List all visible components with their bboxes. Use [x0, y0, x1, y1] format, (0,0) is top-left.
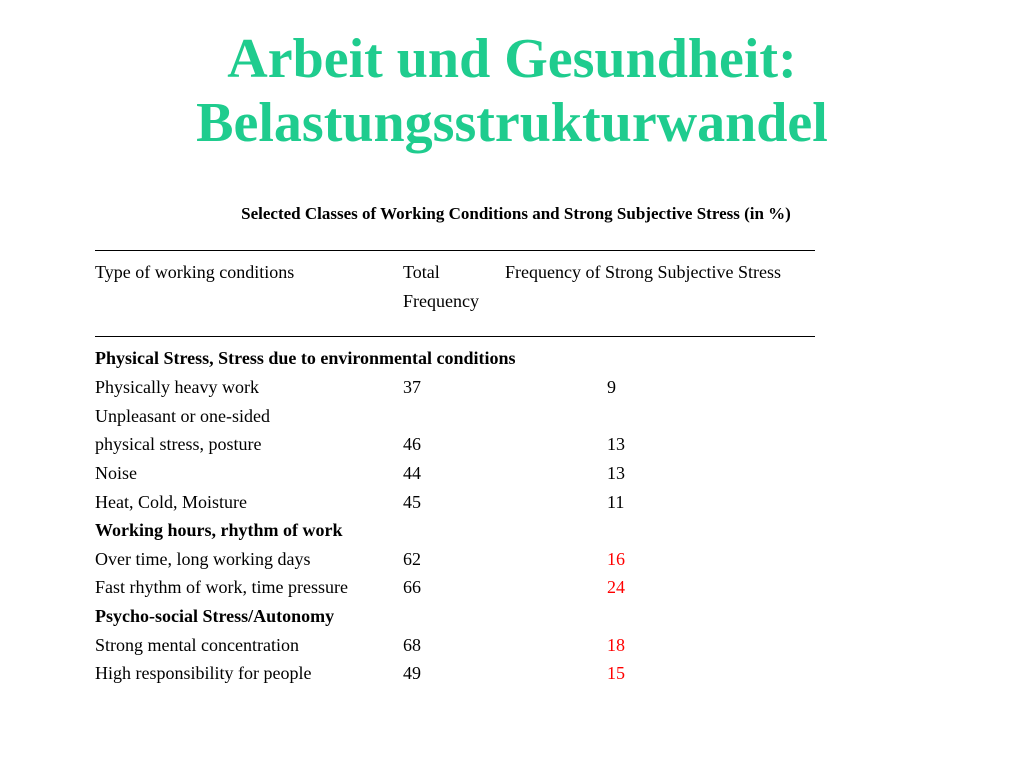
header-total-line1: Total — [403, 262, 440, 282]
section-physical: Physical Stress, Stress due to environmental conditions — [95, 348, 516, 368]
row-total: 62 — [403, 549, 421, 569]
row-stress: 13 — [607, 434, 625, 454]
table-caption: Selected Classes of Working Conditions and Strong Subjective Stress (in %) — [241, 204, 791, 223]
row-stress-highlight: 15 — [607, 663, 625, 683]
row-label: Heat, Cold, Moisture — [95, 492, 247, 512]
row-total: 49 — [403, 663, 421, 683]
row-total: 66 — [403, 577, 421, 597]
row-stress-highlight: 18 — [607, 635, 625, 655]
table-header-rule — [95, 336, 815, 337]
row-label: Physically heavy work — [95, 377, 259, 397]
table-top-rule — [95, 250, 815, 251]
row-label: Over time, long working days — [95, 549, 311, 569]
row-stress-highlight: 16 — [607, 549, 625, 569]
header-total-line2: Frequency — [403, 291, 479, 311]
row-total: 46 — [403, 434, 421, 454]
row-total: 37 — [403, 377, 421, 397]
row-label: Noise — [95, 463, 137, 483]
row-total: 44 — [403, 463, 421, 483]
row-stress: 9 — [607, 377, 616, 397]
header-stress: Frequency of Strong Subjective Stress — [505, 262, 781, 282]
row-total: 45 — [403, 492, 421, 512]
header-type: Type of working conditions — [95, 262, 295, 282]
row-label: physical stress, posture — [95, 434, 262, 454]
row-label: Fast rhythm of work, time pressure — [95, 577, 348, 597]
slide-title-line1: Arbeit und Gesundheit: — [227, 28, 797, 90]
row-label: Strong mental concentration — [95, 635, 299, 655]
row-label: High responsibility for people — [95, 663, 312, 683]
row-label-line1: Unpleasant or one-sided — [95, 406, 270, 426]
slide-title-line2: Belastungsstrukturwandel — [196, 92, 828, 154]
section-psycho-social: Psycho-social Stress/Autonomy — [95, 606, 335, 626]
row-stress-highlight: 24 — [607, 577, 625, 597]
section-working-hours: Working hours, rhythm of work — [95, 520, 343, 540]
row-stress: 13 — [607, 463, 625, 483]
row-stress: 11 — [607, 492, 625, 512]
row-total: 68 — [403, 635, 421, 655]
slide-title — [0, 27, 1024, 155]
